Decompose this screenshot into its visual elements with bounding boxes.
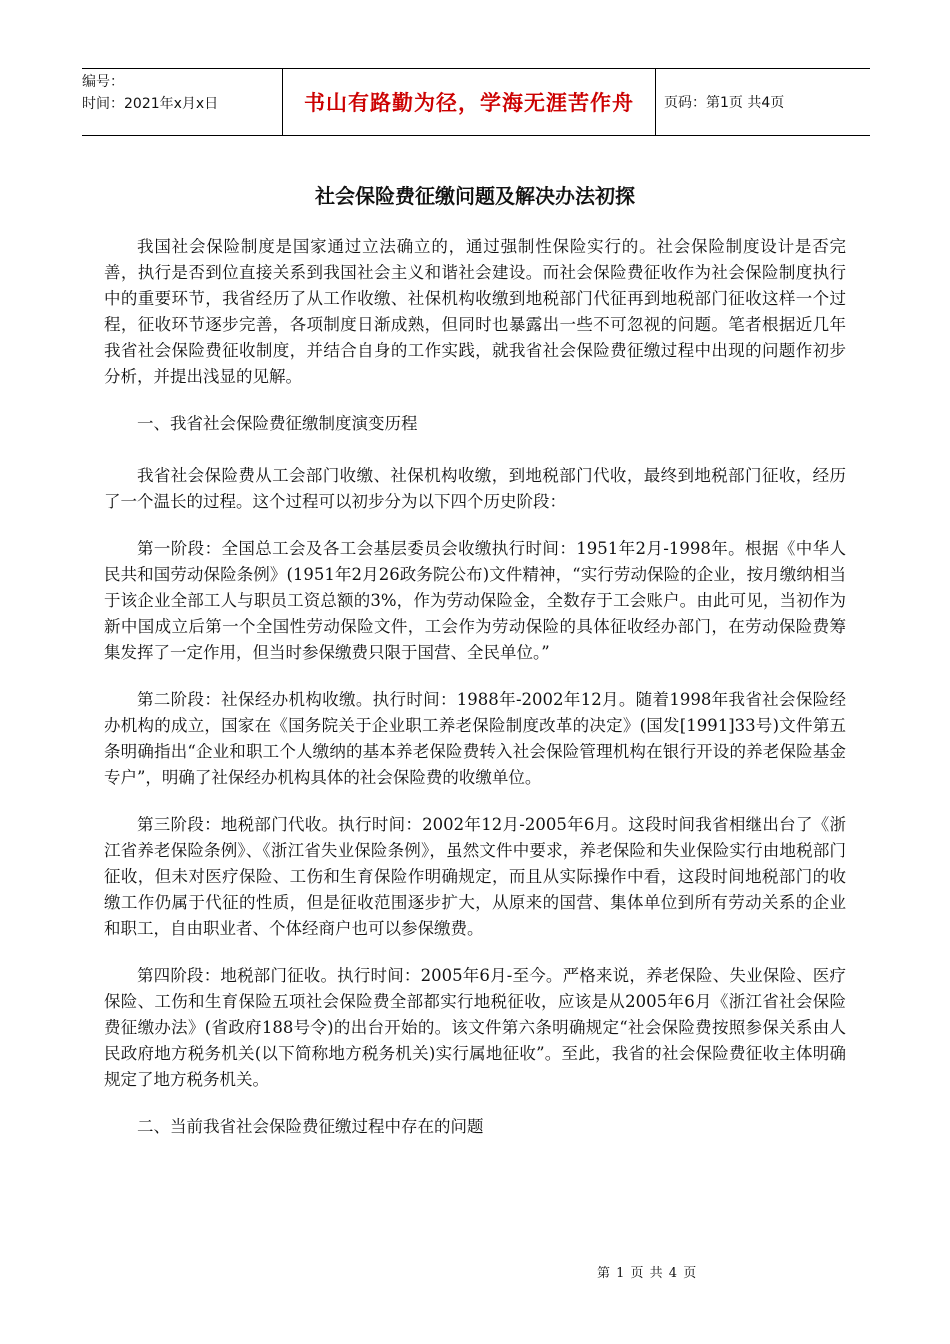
stage-4-paragraph: 第四阶段：地税部门征收。执行时间：2005年6月-至今。严格来说，养老保险、失业保险、医疗保险、工伤和生育保险五项社会保险费全部都实行地税征收，应该是从2005年6月《浙江省社会保险费征缴办法》(省政府188号令)的出台开始的。该文件第六条明确规定“社会保险费按照参保关系由人民政府地方税务机关(以下简称地方税务机关)实行属地征收”。至此，我省的社会保险费征收主体明确规定了地方税务机关。 (104, 966, 846, 1089)
stage-2-paragraph: 第二阶段：社保经办机构收缴。执行时间：1988年-2002年12月。随着1998年我省社会保险经办机构的成立，国家在《国务院关于企业职工养老保险制度改革的决定》(国发[1991]33号)文件第五条明确指出“企业和职工个人缴纳的基本养老保险费转入社会保险管理机构在银行开设的养老保险基金专户”，明确了社保经办机构具体的社会保险费的收缴单位。 (104, 690, 846, 787)
intro-paragraph: 我国社会保险制度是国家通过立法确立的，通过强制性保险实行的。社会保险制度设计是否完善，执行是否到位直接关系到我国社会主义和谐社会建设。而社会保险费征收作为社会保险制度执行中的重要环节，我省经历了从工作收缴、社保机构收缴到地税部门代征再到地税部门征收这样一个过程，征收环节逐步完善，各项制度日渐成熟，但同时也暴露出一些不可忽视的问题。笔者根据近几年我省社会保险费征收制度，并结合自身的工作实践，就我省社会保险费征缴过程中出现的问题作初步分析，并提出浅显的见解。 (104, 237, 846, 386)
section-heading-1: 一、我省社会保险费征缴制度演变历程 (137, 414, 418, 433)
page-header (82, 68, 870, 136)
body-paragraph: 我省社会保险费从工会部门收缴、社保机构收缴，到地税部门代收，最终到地税部门征收，经历了一个温长的过程。这个过程可以初步分为以下四个历史阶段： (104, 466, 846, 511)
section-heading-2: 二、当前我省社会保险费征缴过程中存在的问题 (137, 1117, 484, 1136)
page-footer: 第 1 页 共 4 页 (597, 1266, 698, 1281)
stage-3-paragraph: 第三阶段：地税部门代收。执行时间：2002年12月-2005年6月。这段时间我省相继出台了《浙江省养老保险条例》、《浙江省失业保险条例》，虽然文件中要求，养老保险和失业保险实行由地税部门征收，但未对医疗保险、工伤和生育保险作明确规定，而且从实际操作中看，这段时间地税部门的收缴工作仍属于代征的性质，但是征收范围逐步扩大，从原来的国营、集体单位到所有劳动关系的企业和职工，自由职业者、个体经商户也可以参保缴费。 (104, 815, 846, 938)
document-title: 社会保险费征缴问题及解决办法初探 (315, 184, 635, 208)
document-time-label: 时间：2021年x月x日 (82, 96, 219, 112)
document-number-label: 编号： (82, 74, 124, 90)
header-meta (82, 69, 282, 135)
stage-1-paragraph: 第一阶段：全国总工会及各工会基层委员会收缴执行时间：1951年2月-1998年。根据《中华人民共和国劳动保险条例》(1951年2月26政务院公布)文件精神，“实行劳动保险的企业，按月缴纳相当于该企业全部工人与职员工资总额的3%，作为劳动保险金，全数存于工会账户。由此可见，当初作为新中国成立后第一个全国性劳动保险文件，工会作为劳动保险的具体征收经办部门，在劳动保险费筹集发挥了一定作用，但当时参保缴费只限于国营、全民单位。” (104, 539, 846, 662)
document-body (104, 234, 846, 1166)
header-motto: 书山有路勤为径，学海无涯苦作舟 (282, 69, 656, 135)
header-page-info: 页码：第1页 共4页 (664, 95, 785, 111)
